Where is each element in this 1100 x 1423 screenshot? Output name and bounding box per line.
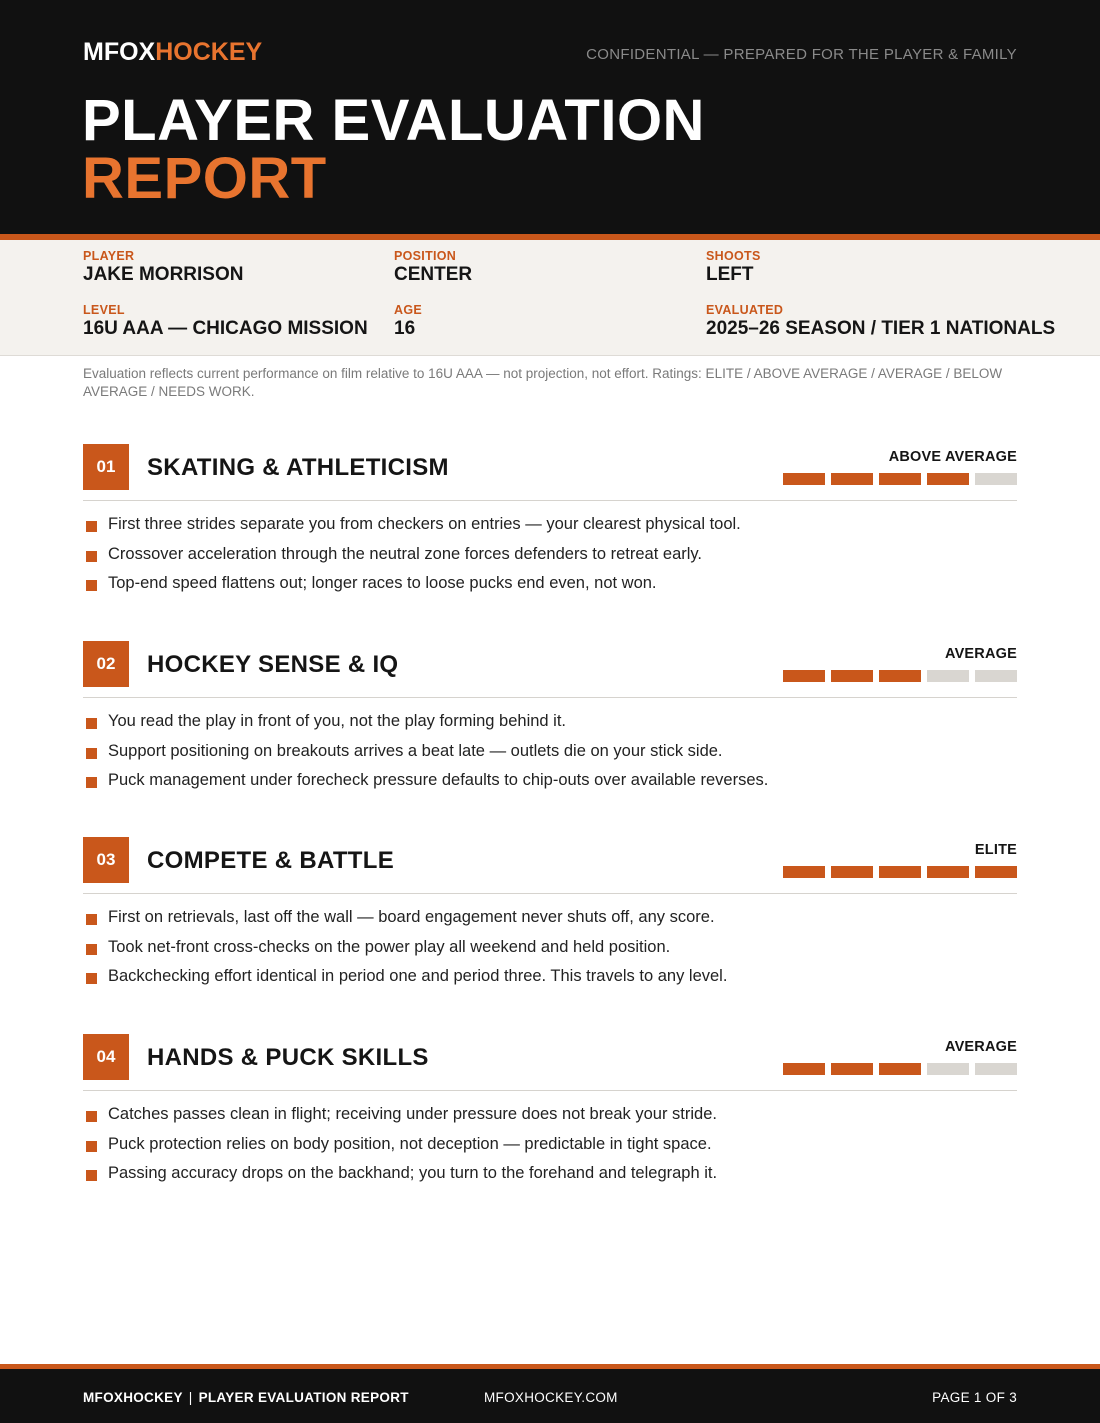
info-shoots bbox=[706, 249, 761, 286]
info-player bbox=[83, 249, 243, 286]
bullet-item bbox=[83, 569, 1017, 599]
rating-bar bbox=[783, 1063, 1017, 1075]
bullet-text: Passing accuracy drops on the backhand; you turn to the forehand and telegraph it. bbox=[108, 1164, 718, 1182]
bullet-text: Puck management under forecheck pressure defaults to chip-outs over available reverses. bbox=[108, 771, 769, 789]
rating-label: ABOVE AVERAGE bbox=[888, 449, 1017, 465]
section-divider bbox=[83, 697, 1017, 698]
square-bullet-icon bbox=[86, 1170, 97, 1181]
info-value: 16U AAA — CHICAGO MISSION bbox=[83, 318, 368, 339]
rating-segment-filled bbox=[879, 670, 921, 682]
bullet-list bbox=[83, 707, 1017, 796]
section-skating bbox=[83, 444, 1017, 604]
info-value: LEFT bbox=[706, 264, 754, 285]
rating-label: AVERAGE bbox=[944, 646, 1017, 662]
report-footer bbox=[0, 1369, 1100, 1423]
bullet-text: Puck protection relies on body position, not deception — predictable in tight space. bbox=[108, 1134, 712, 1153]
rating-segment-filled bbox=[783, 670, 825, 682]
square-bullet-icon bbox=[86, 580, 97, 591]
rating-segment-filled bbox=[879, 1063, 921, 1075]
brand-accent: HOCKEY bbox=[155, 38, 263, 66]
bullet-text: You read the play in front of you, not the play forming behind it. bbox=[108, 712, 567, 730]
square-bullet-icon bbox=[86, 973, 97, 984]
section-title: COMPETE & BATTLE bbox=[147, 847, 395, 874]
info-value: JAKE MORRISON bbox=[83, 264, 244, 285]
rating-segment-filled bbox=[927, 473, 969, 485]
rating-label: ELITE bbox=[974, 842, 1017, 858]
footer-doc-title: PLAYER EVALUATION REPORT bbox=[198, 1390, 409, 1405]
section-number: 04 bbox=[83, 1034, 129, 1080]
bullet-item bbox=[83, 707, 1017, 737]
rating-segment-filled bbox=[975, 866, 1017, 878]
rating-bar bbox=[783, 866, 1017, 878]
section-divider bbox=[83, 1090, 1017, 1091]
rating-segment-filled bbox=[831, 670, 873, 682]
square-bullet-icon bbox=[86, 521, 97, 532]
section-title: HANDS & PUCK SKILLS bbox=[147, 1044, 429, 1071]
rating-segment-empty bbox=[927, 1063, 969, 1075]
bullet-text: Crossover acceleration through the neutral zone forces defenders to retreat early. bbox=[108, 544, 703, 563]
info-label: POSITION bbox=[394, 249, 457, 263]
rating-segment-filled bbox=[783, 1063, 825, 1075]
section-number: 03 bbox=[83, 837, 129, 883]
report-title-line2: REPORT bbox=[82, 146, 327, 211]
rating-segment-filled bbox=[927, 866, 969, 878]
bullet-text: First three strides separate you from checkers on entries — your clearest physical tool. bbox=[108, 515, 741, 533]
info-level bbox=[83, 303, 368, 340]
bullet-list bbox=[83, 510, 1017, 599]
rating-segment-filled bbox=[831, 866, 873, 878]
bullet-item bbox=[83, 1130, 1017, 1160]
rating-bar bbox=[783, 670, 1017, 682]
bullet-text: Backchecking effort identical in period one and period three. This travels to any level. bbox=[108, 967, 728, 985]
rating-bar bbox=[783, 473, 1017, 485]
bullet-item bbox=[83, 510, 1017, 540]
info-evaluated bbox=[706, 303, 1055, 340]
bullet-text: Top-end speed flattens out; longer races to loose pucks end even, not won. bbox=[108, 574, 657, 592]
rating-segment-empty bbox=[975, 670, 1017, 682]
info-value: 16 bbox=[394, 318, 416, 339]
info-label: AGE bbox=[394, 303, 422, 317]
info-label: PLAYER bbox=[83, 249, 135, 263]
rating-segment-empty bbox=[975, 1063, 1017, 1075]
evaluation-note: Evaluation reflects current performance on film relative to 16U AAA — not projection, not effort. Ratings: ELITE / ABOVE AVERAGE / AVERAGE / BELOW AVERAGE / NEEDS WORK. bbox=[83, 366, 1003, 399]
player-info-panel bbox=[0, 240, 1100, 356]
footer-brand: MFOXHOCKEY bbox=[83, 1390, 183, 1405]
rating-segment-filled bbox=[879, 473, 921, 485]
section-divider bbox=[83, 893, 1017, 894]
footer-doc-label bbox=[83, 1390, 409, 1405]
rating-segment-filled bbox=[879, 866, 921, 878]
bullet-item bbox=[83, 1100, 1017, 1130]
section-number: 01 bbox=[83, 444, 129, 490]
section-hockey-sense bbox=[83, 641, 1017, 801]
square-bullet-icon bbox=[86, 718, 97, 729]
info-value: CENTER bbox=[394, 264, 473, 285]
page-number: PAGE 1 OF 3 bbox=[932, 1390, 1017, 1405]
section-title: SKATING & ATHLETICISM bbox=[147, 454, 449, 481]
bullet-text: Support positioning on breakouts arrives a beat late — outlets die on your stick side. bbox=[108, 741, 723, 760]
brand-logo bbox=[83, 38, 262, 67]
bullet-text: Catches passes clean in flight; receiving under pressure does not break your stride. bbox=[108, 1105, 717, 1123]
info-label: LEVEL bbox=[83, 303, 125, 317]
square-bullet-icon bbox=[86, 777, 97, 788]
section-compete bbox=[83, 837, 1017, 997]
rating-segment-filled bbox=[783, 866, 825, 878]
section-title: HOCKEY SENSE & IQ bbox=[147, 651, 399, 678]
square-bullet-icon bbox=[86, 748, 97, 759]
info-age bbox=[394, 303, 422, 340]
rating-segment-empty bbox=[975, 473, 1017, 485]
info-label: EVALUATED bbox=[706, 303, 784, 317]
info-label: SHOOTS bbox=[706, 249, 761, 263]
square-bullet-icon bbox=[86, 914, 97, 925]
bullet-item bbox=[83, 903, 1017, 933]
bullet-item bbox=[83, 962, 1017, 992]
footer-separator: | bbox=[188, 1390, 193, 1405]
report-header bbox=[0, 0, 1100, 234]
bullet-item bbox=[83, 737, 1017, 767]
bullet-item bbox=[83, 766, 1017, 796]
bullet-item bbox=[83, 540, 1017, 570]
rating-segment-filled bbox=[783, 473, 825, 485]
confidential-notice: CONFIDENTIAL — PREPARED FOR THE PLAYER & FAMILY bbox=[586, 46, 1017, 63]
info-position bbox=[394, 249, 472, 286]
rating-segment-filled bbox=[831, 1063, 873, 1075]
rating-label: AVERAGE bbox=[944, 1039, 1017, 1055]
section-number: 02 bbox=[83, 641, 129, 687]
bullet-item bbox=[83, 933, 1017, 963]
square-bullet-icon bbox=[86, 944, 97, 955]
bullet-text: First on retrievals, last off the wall — board engagement never shuts off, any score. bbox=[108, 908, 715, 926]
brand-primary: MFOX bbox=[83, 38, 156, 66]
square-bullet-icon bbox=[86, 1141, 97, 1152]
info-value: 2025–26 SEASON / TIER 1 NATIONALS bbox=[706, 318, 1056, 339]
footer-website: MFOXHOCKEY.COM bbox=[484, 1390, 618, 1405]
section-hands bbox=[83, 1034, 1017, 1194]
bullet-list bbox=[83, 1100, 1017, 1189]
report-title-line1: PLAYER EVALUATION bbox=[82, 88, 705, 153]
rating-segment-empty bbox=[927, 670, 969, 682]
section-divider bbox=[83, 500, 1017, 501]
bullet-text: Took net-front cross-checks on the power play all weekend and held position. bbox=[108, 937, 671, 956]
bullet-list bbox=[83, 903, 1017, 992]
square-bullet-icon bbox=[86, 551, 97, 562]
bullet-item bbox=[83, 1159, 1017, 1189]
rating-segment-filled bbox=[831, 473, 873, 485]
square-bullet-icon bbox=[86, 1111, 97, 1122]
